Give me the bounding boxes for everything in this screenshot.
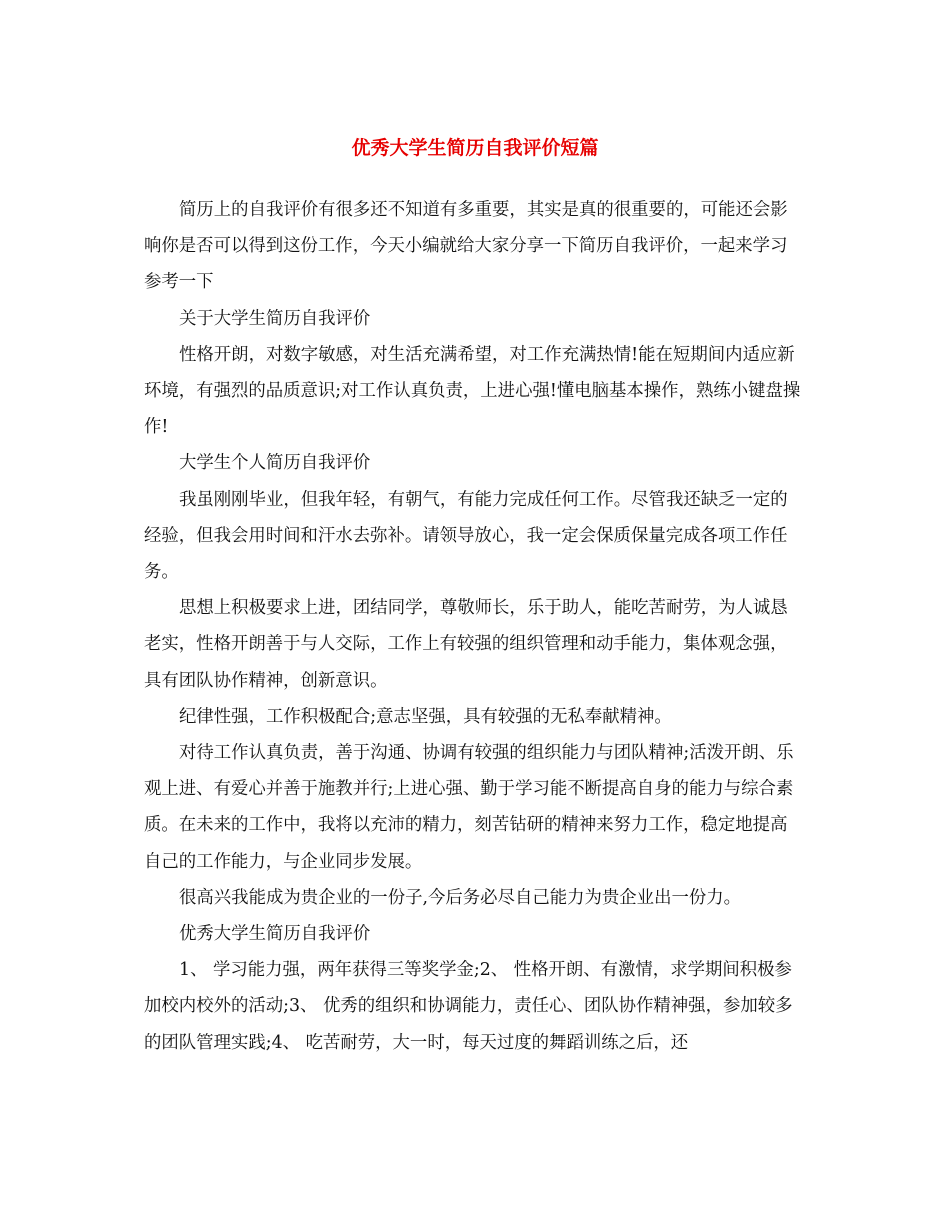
paragraph-personality: 性格开朗，对数字敏感，对生活充满希望，对工作充满热情!能在短期间内适应新环境，有强烈的品质意识;对工作认真负责，上进心强!懂电脑基本操作，熟练小键盘操作! [144,344,801,438]
paragraph-discipline: 纪律性强，工作积极配合;意志坚强，具有较强的无私奉献精神。 [179,706,672,727]
document-body [144,192,804,1061]
section-heading-about: 关于大学生简历自我评价 [179,308,371,329]
paragraph-intro: 简历上的自我评价有很多还不知道有多重要，其实是真的很重要的，可能还会影响你是否可以得到这份工作，今天小编就给大家分享一下简历自我评价，一起来学习参考一下 [144,200,788,293]
section-heading-excellent: 优秀大学生简历自我评价 [179,924,371,945]
document-title: 优秀大学生简历自我评价短篇 [351,137,599,159]
paragraph-graduate: 我虽刚刚毕业，但我年轻，有朝气，有能力完成任何工作。尽管我还缺乏一定的经验，但我会用时间和汗水去弥补。请领导放心，我一定会保质保量完成各项工作任务。 [144,489,788,583]
paragraph-attitude: 思想上积极要求上进，团结同学，尊敬师长，乐于助人，能吃苦耐劳，为人诚恳老实，性格开朗善于与人交际，工作上有较强的组织管理和动手能力，集体观念强，具有团队协作精神，创新意识。 [144,598,788,691]
section-heading-personal: 大学生个人简历自我评价 [179,453,371,474]
paragraph-join: 很高兴我能成为贵企业的一份子,今后务必尽自己能力为贵企业出一份力。 [179,887,742,908]
paragraph-work: 对待工作认真负责，善于沟通、协调有较强的组织能力与团队精神;活泼开朗、乐观上进、有爱心并善于施教并行;上进心强、勤于学习能不断提高自身的能力与综合素质。在未来的工作中，我将以充沛的精力，刻苦钻研的精神来努力工作，稳定地提高自己的工作能力，与企业同步发展。 [144,743,794,872]
paragraph-list: 1、 学习能力强，两年获得三等奖学金;2、 性格开朗、有激情，求学期间积极参加校内校外的活动;3、 优秀的组织和协调能力，责任心、团队协作精神强，参加较多的团队管理实践;4、 吃苦耐劳，大一时，每天过度的舞蹈训练之后，还 [144,960,793,1053]
